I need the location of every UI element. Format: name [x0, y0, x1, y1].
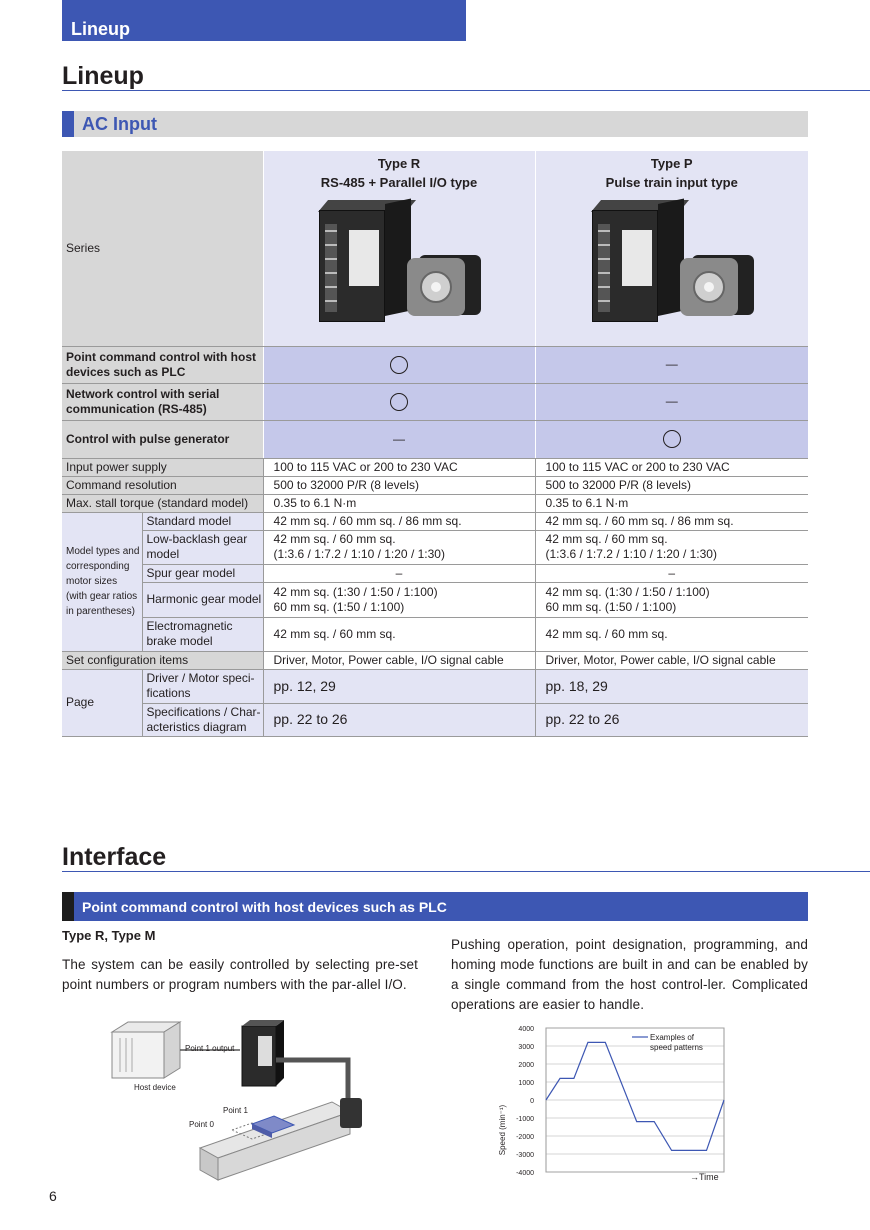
- point0-label: Point 0: [189, 1120, 214, 1129]
- interface-title: Interface: [62, 843, 167, 871]
- config-type-r: Driver, Motor, Power cable, I/O signal cable: [263, 651, 535, 669]
- spec-label: Command resolution: [62, 476, 263, 494]
- y-tick-label: -3000: [516, 1152, 534, 1159]
- ac-input-heading: [62, 111, 808, 137]
- type-p-name: Type P: [650, 156, 693, 171]
- interface-title-rule: [62, 871, 870, 872]
- model-row: [62, 617, 808, 651]
- y-tick-label: -1000: [516, 1116, 534, 1123]
- control-label: Point command control with host devices such as PLC: [62, 346, 263, 383]
- lineup-title-rule: [62, 90, 870, 91]
- header-tab: [62, 0, 466, 41]
- spec-type-p: 100 to 115 VAC or 200 to 230 VAC: [535, 458, 808, 476]
- model-row: [62, 564, 808, 582]
- model-row: [62, 582, 808, 617]
- interface-section-heading: [62, 892, 808, 921]
- ac-input-heading-text: AC Input: [82, 114, 157, 134]
- available-circle-icon: [390, 356, 408, 374]
- model-value-line: 60 mm sq. (1:50 / 1:100): [545, 599, 677, 614]
- model-value-line: 60 mm sq. (1:50 / 1:100): [273, 599, 405, 614]
- heading-marker: [62, 111, 74, 137]
- models-group-label: Model types and corresponding motor sizes (with gear ratios in parentheses): [62, 512, 142, 651]
- page-label: Specifications / Char-acteristics diagram: [142, 703, 263, 736]
- model-label: Spur gear model: [142, 564, 263, 582]
- series-row: [62, 151, 808, 346]
- model-row: [62, 512, 808, 530]
- type-r-product-image: [309, 200, 489, 335]
- x-axis-label: →Time: [690, 1172, 719, 1182]
- config-label: Set configuration items: [62, 651, 263, 669]
- spec-type-r: 0.35 to 6.1 N·m: [263, 494, 535, 512]
- page-type-r: pp. 22 to 26: [263, 703, 535, 736]
- control-label: Control with pulse generator: [62, 420, 263, 458]
- type-r-header: [263, 151, 535, 346]
- model-type-p: 42 mm sq. / 60 mm sq. / 86 mm sq.: [535, 512, 808, 530]
- type-r-subtitle: RS-485 + Parallel I/O type: [320, 175, 478, 190]
- spec-type-p: 500 to 32000 P/R (8 levels): [535, 476, 808, 494]
- spec-type-p: 0.35 to 6.1 N·m: [535, 494, 808, 512]
- legend-entry: Examples of speed patterns: [650, 1033, 703, 1052]
- lineup-table: [62, 151, 808, 737]
- header-tab-label: Lineup: [71, 19, 130, 39]
- speed-series-line: [546, 1042, 724, 1150]
- left-description: The system can be easily controlled by selecting pre-set point numbers or program numbers with the par-allel I/O.: [62, 957, 418, 992]
- spec-type-r: 500 to 32000 P/R (8 levels): [263, 476, 535, 494]
- system-diagram: [110, 1020, 370, 1185]
- model-type-r: 42 mm sq. / 60 mm sq.: [263, 617, 535, 651]
- interface-section-heading-text: Point command control with host devices such as PLC: [82, 899, 447, 915]
- control-label: Network control with serial communication (RS-485): [62, 383, 263, 420]
- point1-output-label: Point 1 output: [185, 1044, 235, 1053]
- model-row: [62, 530, 808, 564]
- model-type-p: 42 mm sq. / 60 mm sq.: [535, 617, 808, 651]
- not-available-dash: —: [393, 431, 406, 446]
- point1-label: Point 1: [223, 1106, 248, 1115]
- model-type-r: [263, 530, 535, 564]
- y-tick-label: 3000: [518, 1044, 534, 1051]
- type-r-name: Type R: [377, 156, 421, 171]
- host-device-label: Host device: [134, 1083, 176, 1092]
- model-value-line: 42 mm sq. (1:30 / 1:50 / 1:100): [545, 584, 710, 599]
- config-row: [62, 651, 808, 669]
- heading-marker: [62, 892, 74, 921]
- page-type-p: pp. 22 to 26: [535, 703, 808, 736]
- control-type-r: [263, 346, 535, 383]
- page-group-label: Page: [62, 669, 142, 736]
- page-row: [62, 703, 808, 736]
- not-available-dash: —: [665, 394, 678, 408]
- model-value-line: 42 mm sq. / 60 mm sq.: [273, 532, 396, 546]
- y-tick-label: 4000: [518, 1026, 534, 1033]
- model-label: Low-backlash gear model: [142, 530, 263, 564]
- y-tick-label: 0: [530, 1098, 534, 1105]
- y-tick-label: -2000: [516, 1134, 534, 1141]
- type-p-subtitle: Pulse train input type: [605, 175, 738, 190]
- control-row: [62, 383, 808, 420]
- lineup-title: Lineup: [62, 62, 144, 90]
- available-circle-icon: [390, 393, 408, 411]
- control-type-p: [535, 346, 808, 383]
- spec-label: Input power supply: [62, 458, 263, 476]
- spec-row: [62, 476, 808, 494]
- page-label: Driver / Motor speci-fications: [142, 669, 263, 703]
- speed-chart-svg: [490, 1020, 730, 1188]
- control-type-p: [535, 383, 808, 420]
- model-label: Electromagnetic brake model: [142, 617, 263, 651]
- spec-label: Max. stall torque (standard model): [62, 494, 263, 512]
- model-type-p: –: [535, 564, 808, 582]
- not-available-dash: —: [665, 357, 678, 371]
- control-row: [62, 346, 808, 383]
- model-type-p: [535, 582, 808, 617]
- series-label: Series: [62, 151, 263, 346]
- system-diagram-graphic: [110, 1020, 370, 1185]
- spec-type-r: 100 to 115 VAC or 200 to 230 VAC: [263, 458, 535, 476]
- model-label: Harmonic gear model: [142, 582, 263, 617]
- spec-row: [62, 458, 808, 476]
- available-circle-icon: [663, 430, 681, 448]
- type-p-header: [535, 151, 808, 346]
- model-type-p: [535, 530, 808, 564]
- types-heading: Type R, Type M: [62, 928, 156, 943]
- model-type-r: [263, 582, 535, 617]
- control-type-p: [535, 420, 808, 458]
- model-value-line: (1:3.6 / 1:7.2 / 1:10 / 1:20 / 1:30): [273, 547, 445, 561]
- y-tick-label: 2000: [518, 1062, 534, 1069]
- model-label: Standard model: [142, 512, 263, 530]
- y-tick-label: -4000: [516, 1170, 534, 1177]
- y-tick-label: 1000: [518, 1080, 534, 1087]
- model-type-r: 42 mm sq. / 60 mm sq. / 86 mm sq.: [263, 512, 535, 530]
- y-axis-label: Speed (min⁻¹): [498, 1104, 507, 1156]
- control-row: [62, 420, 808, 458]
- model-type-r: –: [263, 564, 535, 582]
- right-description: Pushing operation, point designation, programming, and homing mode functions are built in and can be enabled by a single command from the host control-ler. Complicated operations are easier to handle.: [451, 937, 808, 1012]
- control-type-r: [263, 383, 535, 420]
- spec-row: [62, 494, 808, 512]
- page-number: 6: [49, 1188, 57, 1204]
- page-row: [62, 669, 808, 703]
- page-type-r: pp. 12, 29: [263, 669, 535, 703]
- speed-pattern-chart: [490, 1020, 730, 1188]
- model-value-line: (1:3.6 / 1:7.2 / 1:10 / 1:20 / 1:30): [545, 547, 717, 561]
- model-value-line: 42 mm sq. / 60 mm sq.: [545, 532, 668, 546]
- model-value-line: 42 mm sq. (1:30 / 1:50 / 1:100): [273, 584, 438, 599]
- type-p-product-image: [582, 200, 762, 335]
- config-type-p: Driver, Motor, Power cable, I/O signal cable: [535, 651, 808, 669]
- control-type-r: [263, 420, 535, 458]
- page-type-p: pp. 18, 29: [535, 669, 808, 703]
